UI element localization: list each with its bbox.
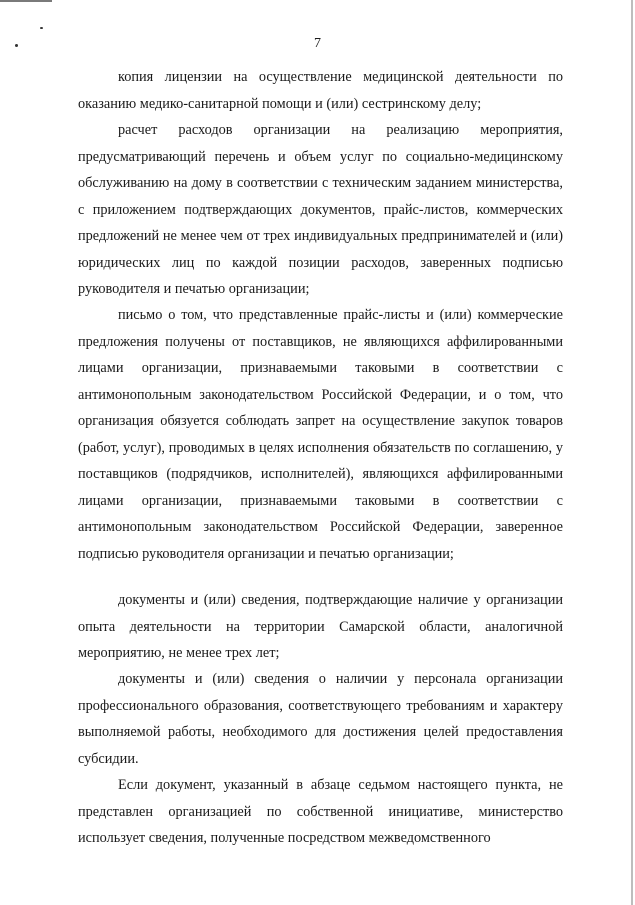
paragraph-experience-documents: документы и (или) сведения, подтверждающие наличие у организации опыта деятельности на территории Самарской области, аналогичной мероприятию, не менее трех лет; [78, 592, 563, 661]
scan-speck [40, 27, 43, 29]
paragraph-expense-calculation: расчет расходов организации на реализацию мероприятия, предусматривающий перечень и объем услуг по социально-медицинскому обслуживанию на дому в соответствии с техническим заданием министерства, с приложением подтверждающих документов, прайс-листов, коммерческих предложений не менее чем от трех индивидуальных предпринимателей и (или) юридических лиц по каждой позиции расходов, заверенных подписью руководителя и печатью организации; [78, 122, 563, 297]
scan-edge-right [631, 0, 633, 905]
scan-edge-top [0, 0, 52, 2]
paragraph-license-copy: копия лицензии на осуществление медицинской деятельности по оказанию медико-санитарной помощи и (или) сестринскому делу; [78, 69, 563, 112]
paragraph-interagency-info: Если документ, указанный в абзаце седьмом настоящего пункта, не представлен организацией по собственной инициативе, министерство использует сведения, полученные посредством межведомственного [78, 777, 563, 846]
page-number: 7 [314, 36, 321, 51]
paragraph-supplier-letter: письмо о том, что представленные прайс-листы и (или) коммерческие предложения получены от поставщиков, не являющихся аффилированными лицами организации, признаваемыми таковыми в соответствии с антимонопольным законодательством Российской Федерации, и о том, что организация обязуется соблюдать запрет на осуществление закупок товаров (работ, услуг), проводимых в целях исполнения обязательств по соглашению, у поставщиков (подрядчиков, исполнителей), являющихся аффилированными лицами организации, признаваемыми таковыми в соответствии с антимонопольным законодательством Российской Федерации, заверенное подписью руководителя организации и печатью организации; [78, 307, 563, 562]
paragraph-staff-education: документы и (или) сведения о наличии у персонала организации профессионального образования, соответствующего требованиям и характеру выполняемой работы, необходимого для достижения целей предоставления субсидии. [78, 671, 563, 767]
